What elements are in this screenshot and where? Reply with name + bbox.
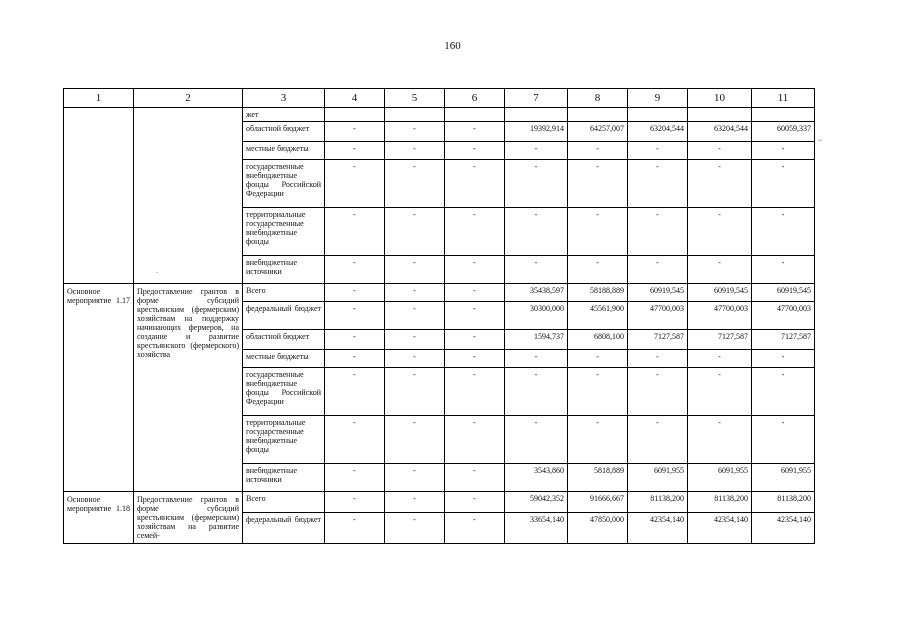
value-cell: - bbox=[385, 350, 445, 368]
funding-source-cell: областной бюджет bbox=[243, 122, 325, 142]
value-cell: 59042,352 bbox=[505, 492, 568, 513]
value-cell: - bbox=[505, 416, 568, 464]
description-cell-continued bbox=[134, 108, 243, 284]
value-cell: - bbox=[385, 330, 445, 350]
value-cell: - bbox=[568, 142, 628, 160]
value-cell: - bbox=[628, 142, 688, 160]
value-cell: - bbox=[628, 256, 688, 284]
value-cell: 60059,337 bbox=[752, 122, 815, 142]
value-cell: - bbox=[688, 416, 752, 464]
value-cell: - bbox=[688, 350, 752, 368]
value-cell: - bbox=[325, 302, 385, 330]
value-cell: - bbox=[445, 350, 505, 368]
table-row bbox=[64, 108, 815, 122]
measure-description-cell: Предоставление грантов в форме субсидий крестьянским (фермерским) хозяйствам на поддержку начинающих фермеров, на создание и развитие крестьянского (фермерского) хозяйства bbox=[134, 284, 243, 492]
value-cell: 81138,200 bbox=[752, 492, 815, 513]
value-cell: 47700,003 bbox=[688, 302, 752, 330]
value-cell: - bbox=[505, 368, 568, 416]
value-cell: - bbox=[325, 122, 385, 142]
funding-source-cell: областной бюджет bbox=[243, 330, 325, 350]
funding-source-cell: внебюджетные источники bbox=[243, 464, 325, 492]
column-header: 4 bbox=[325, 89, 385, 108]
value-cell: 6091,955 bbox=[752, 464, 815, 492]
measure-cell-continued bbox=[64, 108, 134, 284]
financing-table bbox=[63, 88, 815, 544]
value-cell: 30300,000 bbox=[505, 302, 568, 330]
value-cell: - bbox=[385, 160, 445, 208]
value-cell: - bbox=[325, 142, 385, 160]
value-cell: 5818,889 bbox=[568, 464, 628, 492]
column-header: 3 bbox=[243, 89, 325, 108]
column-header: 8 bbox=[568, 89, 628, 108]
value-cell: 58188,889 bbox=[568, 284, 628, 302]
funding-source-cell: федеральный бюджет bbox=[243, 513, 325, 544]
value-cell: 45561,900 bbox=[568, 302, 628, 330]
value-cell: - bbox=[385, 142, 445, 160]
value-cell: 19392,914 bbox=[505, 122, 568, 142]
value-cell: 81138,200 bbox=[688, 492, 752, 513]
value-cell bbox=[445, 108, 505, 122]
source-line: государственные внебюджетные фонды Российской Федерации bbox=[246, 370, 321, 406]
value-cell: - bbox=[752, 256, 815, 284]
funding-source-cell bbox=[243, 160, 325, 208]
value-cell: 1594,737 bbox=[505, 330, 568, 350]
value-cell: - bbox=[445, 368, 505, 416]
value-cell: - bbox=[325, 256, 385, 284]
value-cell: 47700,003 bbox=[752, 302, 815, 330]
funding-source-cell: территориальные государственные внебюджетные фонды bbox=[243, 208, 325, 256]
value-cell: 64257,007 bbox=[568, 122, 628, 142]
value-cell: 91666,667 bbox=[568, 492, 628, 513]
value-cell: - bbox=[505, 256, 568, 284]
value-cell: - bbox=[445, 330, 505, 350]
value-cell bbox=[688, 108, 752, 122]
value-cell: 47700,003 bbox=[628, 302, 688, 330]
source-line: государственные внебюджетные фонды Российской Федерации bbox=[246, 162, 321, 198]
value-cell bbox=[505, 108, 568, 122]
funding-source-cell: местные бюджеты bbox=[243, 350, 325, 368]
value-cell: 7127,587 bbox=[688, 330, 752, 350]
value-cell: - bbox=[445, 302, 505, 330]
value-cell: 6808,100 bbox=[568, 330, 628, 350]
measure-description-cell: Предоставление грантов в форме субсидий крестьянским (фермерским) хозяйствам на развитие семей- bbox=[134, 492, 243, 544]
value-cell bbox=[568, 108, 628, 122]
table-row bbox=[64, 492, 815, 513]
value-cell: - bbox=[568, 256, 628, 284]
value-cell: - bbox=[385, 122, 445, 142]
value-cell: - bbox=[688, 368, 752, 416]
value-cell bbox=[752, 108, 815, 122]
value-cell: - bbox=[568, 368, 628, 416]
column-header: 6 bbox=[445, 89, 505, 108]
column-header: 1 bbox=[64, 89, 134, 108]
value-cell bbox=[628, 108, 688, 122]
value-cell: - bbox=[505, 208, 568, 256]
value-cell: - bbox=[628, 368, 688, 416]
value-cell: 7127,587 bbox=[628, 330, 688, 350]
value-cell: 6091,955 bbox=[628, 464, 688, 492]
scan-mark: ~ bbox=[818, 136, 823, 145]
value-cell: 81138,200 bbox=[628, 492, 688, 513]
value-cell: 60919,545 bbox=[688, 284, 752, 302]
page-number: 160 bbox=[444, 40, 461, 52]
value-cell: - bbox=[688, 142, 752, 160]
funding-source-cell: местные бюджеты bbox=[243, 142, 325, 160]
value-cell: - bbox=[752, 368, 815, 416]
value-cell: - bbox=[568, 416, 628, 464]
column-header: 7 bbox=[505, 89, 568, 108]
value-cell: - bbox=[752, 416, 815, 464]
value-cell: 7127,587 bbox=[752, 330, 815, 350]
value-cell bbox=[385, 108, 445, 122]
value-cell: - bbox=[752, 350, 815, 368]
value-cell: - bbox=[688, 256, 752, 284]
value-cell: - bbox=[385, 284, 445, 302]
value-cell: - bbox=[385, 208, 445, 256]
value-cell: - bbox=[688, 208, 752, 256]
value-cell: - bbox=[325, 513, 385, 544]
value-cell: 42354,140 bbox=[628, 513, 688, 544]
value-cell: 42354,140 bbox=[752, 513, 815, 544]
value-cell: - bbox=[752, 208, 815, 256]
value-cell: - bbox=[385, 256, 445, 284]
value-cell: - bbox=[505, 350, 568, 368]
value-cell: - bbox=[628, 208, 688, 256]
funding-source-cell: внебюджетные источники bbox=[243, 256, 325, 284]
value-cell: - bbox=[568, 350, 628, 368]
value-cell: - bbox=[445, 284, 505, 302]
funding-source-cell: жет bbox=[243, 108, 325, 122]
value-cell: 6091,955 bbox=[688, 464, 752, 492]
column-header: 5 bbox=[385, 89, 445, 108]
value-cell: - bbox=[445, 513, 505, 544]
table-row bbox=[64, 284, 815, 302]
value-cell: 35438,597 bbox=[505, 284, 568, 302]
value-cell: - bbox=[385, 513, 445, 544]
value-cell: - bbox=[385, 368, 445, 416]
value-cell: - bbox=[688, 160, 752, 208]
column-header: 10 bbox=[688, 89, 752, 108]
value-cell: - bbox=[628, 350, 688, 368]
value-cell: 3543,860 bbox=[505, 464, 568, 492]
value-cell: 42354,140 bbox=[688, 513, 752, 544]
value-cell: - bbox=[325, 350, 385, 368]
value-cell: - bbox=[325, 492, 385, 513]
value-cell: - bbox=[385, 416, 445, 464]
value-cell: - bbox=[568, 160, 628, 208]
value-cell: 33654,140 bbox=[505, 513, 568, 544]
value-cell: 63204,544 bbox=[628, 122, 688, 142]
value-cell: 47850,000 bbox=[568, 513, 628, 544]
value-cell: - bbox=[445, 160, 505, 208]
column-header: 9 bbox=[628, 89, 688, 108]
value-cell: - bbox=[325, 464, 385, 492]
column-number-row bbox=[64, 89, 815, 108]
value-cell: - bbox=[325, 416, 385, 464]
funding-source-cell: федеральный бюджет bbox=[243, 302, 325, 330]
value-cell: - bbox=[505, 142, 568, 160]
value-cell: - bbox=[752, 160, 815, 208]
value-cell: 60919,545 bbox=[752, 284, 815, 302]
value-cell: - bbox=[445, 208, 505, 256]
value-cell: - bbox=[325, 330, 385, 350]
value-cell: - bbox=[628, 416, 688, 464]
value-cell: - bbox=[445, 122, 505, 142]
value-cell: 60919,545 bbox=[628, 284, 688, 302]
value-cell: - bbox=[445, 464, 505, 492]
value-cell: - bbox=[385, 492, 445, 513]
funding-source-cell: Всего bbox=[243, 284, 325, 302]
value-cell: - bbox=[325, 160, 385, 208]
value-cell: - bbox=[445, 256, 505, 284]
value-cell: - bbox=[752, 142, 815, 160]
value-cell: - bbox=[568, 208, 628, 256]
funding-source-cell: территориальные государственные внебюджетные фонды bbox=[243, 416, 325, 464]
scan-speck: . bbox=[156, 266, 158, 275]
value-cell: - bbox=[628, 160, 688, 208]
value-cell: - bbox=[445, 492, 505, 513]
column-header: 2 bbox=[134, 89, 243, 108]
value-cell: - bbox=[325, 284, 385, 302]
measure-name-cell: Основное мероприятие 1.18 bbox=[64, 492, 134, 544]
value-cell: - bbox=[445, 142, 505, 160]
value-cell: - bbox=[505, 160, 568, 208]
funding-source-cell: Всего bbox=[243, 492, 325, 513]
value-cell: - bbox=[385, 464, 445, 492]
value-cell: - bbox=[325, 368, 385, 416]
funding-source-cell bbox=[243, 368, 325, 416]
value-cell: - bbox=[325, 208, 385, 256]
value-cell: - bbox=[385, 302, 445, 330]
measure-name-cell: Основное мероприятие 1.17 bbox=[64, 284, 134, 492]
value-cell: - bbox=[445, 416, 505, 464]
column-header: 11 bbox=[752, 89, 815, 108]
value-cell: 63204,544 bbox=[688, 122, 752, 142]
value-cell bbox=[325, 108, 385, 122]
